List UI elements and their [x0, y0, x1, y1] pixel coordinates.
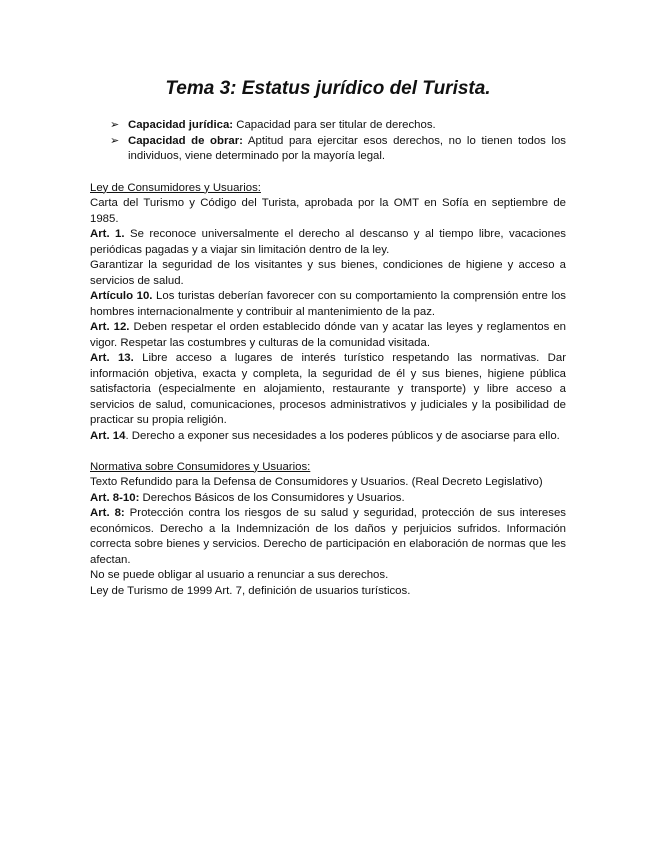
document-page [90, 76, 566, 599]
paragraph: Garantizar la seguridad de los visitantes y sus bienes, condiciones de higiene y acceso a servicios de salud. [90, 259, 566, 287]
section-spacer [90, 444, 566, 460]
paragraph: No se puede obligar al usuario a renunciar a sus derechos. [90, 569, 389, 581]
list-item [90, 134, 566, 165]
list-item [90, 118, 566, 134]
article-paragraph [90, 289, 566, 320]
article-text: Derechos Básicos de los Consumidores y Usuarios. [139, 491, 405, 504]
article-text: Los turistas deberían favorecer con su comportamiento la comprensión entre los hombres internacionalmente y contribuir al mantenimiento de la paz. [90, 290, 566, 318]
term-text: Aptitud para ejercitar esos derechos, no lo tienen todos los individuos, viene determinado por la mayoría legal. [128, 134, 566, 162]
article-label: Artículo 10. [90, 290, 153, 302]
definitions-list [90, 118, 566, 165]
article-paragraph [90, 320, 566, 351]
article-paragraph [90, 506, 566, 568]
section-heading: Ley de Consumidores y Usuarios: [90, 181, 261, 194]
term-label: Capacidad de obrar: [128, 134, 243, 147]
article-text: Protección contra los riesgos de su salud y seguridad, protección de sus intereses económicos. Derecho a la Indemnización de los daños y perjuicios sufridos. Información correcta sobre bienes y servicios. Derecho de participación en elaboración de normas que les afectan. [90, 507, 566, 566]
article-paragraph [90, 429, 566, 445]
section-heading: Normativa sobre Consumidores y Usuarios: [90, 460, 311, 473]
term-text: Capacidad para ser titular de derechos. [233, 119, 436, 131]
article-text: Se reconoce universalmente el derecho al descanso y al tiempo libre, vacaciones periódicas pagadas y a viajar sin limitación dentro de la ley. [90, 228, 566, 256]
article-paragraph [90, 227, 566, 258]
article-text: . Derecho a exponer sus necesidades a los poderes públicos y de asociarse para ello. [125, 429, 560, 442]
article-text: Deben respetar el orden establecido dónde van y acatar las leyes y reglamentos en vigor. Respetar las costumbres y culturas de la comunidad visitada. [90, 321, 566, 349]
article-label: Art. 8: [90, 507, 125, 519]
article-text: Libre acceso a lugares de interés turístico respetando las normativas. Dar información objetiva, exacta y completa, la seguridad de él y sus bienes, higiene pública satisfactoria (especialmente en alojamiento, restaurante y transporte) y libre acceso a servicios de salud, comunicaciones, procesos administrativos y judiciales y la posibilidad de practicar su propia religión. [90, 352, 566, 426]
paragraph: Ley de Turismo de 1999 Art. 7, definición de usuarios turísticos. [90, 584, 411, 597]
article-label: Art. 13. [90, 352, 134, 364]
article-label: Art. 8-10: [90, 491, 140, 504]
article-label: Art. 1. [90, 228, 125, 240]
paragraph: Texto Refundido para la Defensa de Consumidores y Usuarios. (Real Decreto Legislativo) [90, 476, 543, 488]
article-label: Art. 14 [90, 429, 126, 442]
page-title: Tema 3: Estatus jurídico del Turista. [165, 78, 491, 99]
arrow-bullet-icon: ➢ [110, 119, 120, 131]
article-paragraph [90, 351, 566, 429]
arrow-bullet-icon: ➢ [110, 134, 120, 147]
article-label: Art. 12. [90, 321, 130, 333]
term-label: Capacidad jurídica: [128, 119, 234, 131]
article-paragraph [90, 491, 566, 507]
paragraph: Carta del Turismo y Código del Turista, aprobada por la OMT en Sofía en septiembre de 1985. [90, 197, 566, 225]
